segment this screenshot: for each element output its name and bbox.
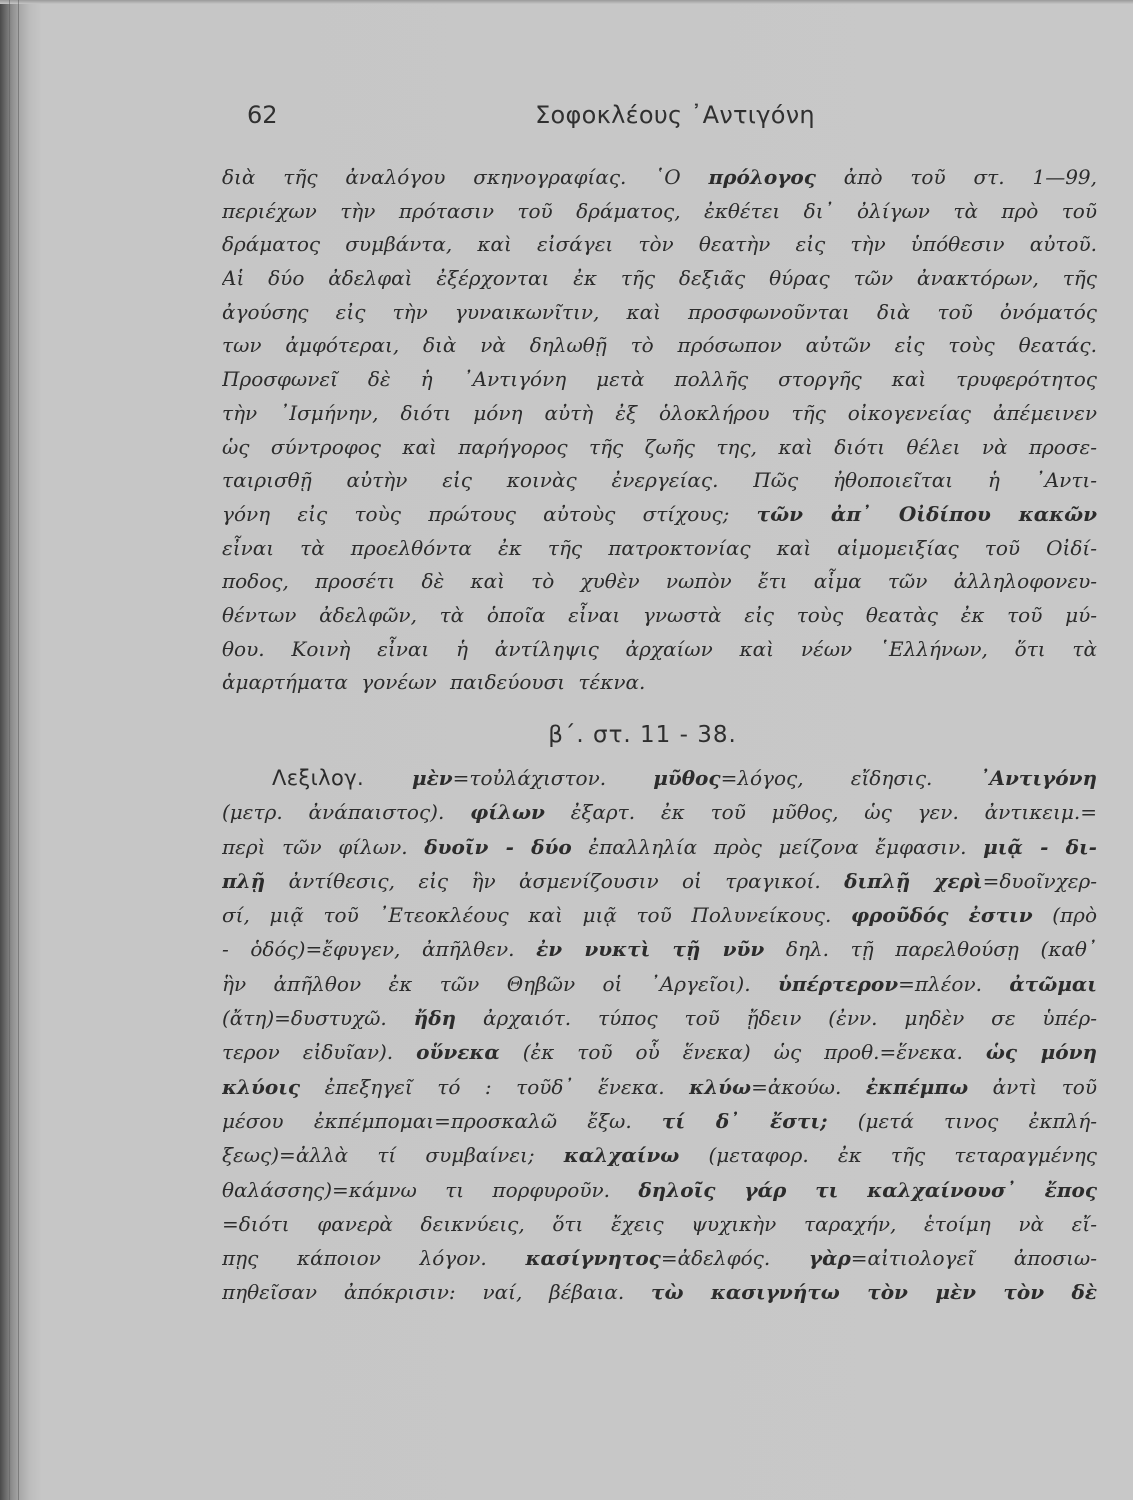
text-segment: μέσου ἐκπέμπομαι=προσκαλῶ ἔξω. [222,1108,662,1133]
running-title: Σοφοκλέους ᾿Αντιγόνη [535,101,815,129]
text-segment: (ἐκ τοῦ οὗ ἕνεκα) ὡς προθ.=ἕνεκα. [499,1040,986,1065]
glossary-line [222,932,1097,966]
glossary-term: ἐκπέμπω [865,1074,969,1099]
intro-line [222,262,1097,296]
text-segment: τερον εἰδυῖαν). [222,1040,417,1065]
glossary-line [222,1001,1097,1035]
text-segment: (πρὸ [1032,903,1097,928]
text-segment: περιέχων τὴν πρότασιν τοῦ δράματος, ἐκθέτει δι᾿ ὀλίγων τὰ πρὸ τοῦ [222,198,1097,223]
text-segment: ἐξαρτ. ἐκ τοῦ μῦθος, ὡς γεν. ἀντικειμ.= [544,800,1097,825]
text-segment: ξεως)=ἀλλὰ τί συμβαίνει; [222,1143,564,1168]
glossary-term: κλύοις [222,1074,301,1099]
text-segment: Αἱ δύο ἀδελφαὶ ἐξέρχονται ἐκ τῆς δεξιᾶς θύρας τῶν ἀνακτόρων, τῆς [222,266,1097,291]
glossary-term: τί δ᾿ ἔστι; [661,1108,828,1133]
glossary-paragraph [222,761,1097,1310]
intro-line [222,397,1097,431]
intro-line [222,228,1097,262]
text-segment: περὶ τῶν φίλων. [222,834,425,859]
text-segment: ἀρχαιότ. τύπος τοῦ ᾔδειν (ἐνν. μηδὲν σε ὑπέρ- [456,1006,1097,1031]
glossary-line [222,1104,1097,1138]
text-segment: θέντων ἀδελφῶν, τὰ ὁποῖα εἶναι γνωστὰ εἰς τοὺς θεατὰς ἐκ τοῦ μύ- [222,602,1097,627]
glossary-term: μὲν [411,766,453,790]
glossary-term: φροῦδός ἐστιν [850,903,1033,928]
text-segment: σί, μιᾷ τοῦ ᾿Ετεοκλέους καὶ μιᾷ τοῦ Πολυνείκους. [222,903,851,928]
text-segment: ἁμαρτήματα γονέων παιδεύουσι τέκνα. [222,670,646,695]
text-segment: (μετρ. ἀνάπαιστος). [222,800,471,825]
text-segment: ἐπαλληλία πρὸς μείζονα ἔμφασιν. [571,834,984,859]
glossary-term: ἀτῶμαι [1009,971,1097,996]
intro-line [222,666,1097,700]
glossary-term: καλχαίνω [563,1143,680,1168]
glossary-line [222,1275,1097,1309]
text-segment: =δυοῖνχερ- [982,868,1097,893]
glossary-term: οὕνεκα [416,1040,500,1065]
intro-line [222,498,1097,532]
glossary-line [222,1138,1097,1172]
text-segment: τὴν ᾿Ισμήνην, διότι μόνη αὐτὴ ἐξ ὁλοκλήρου τῆς οἰκογενείας ἀπέμεινεν [222,400,1097,425]
glossary-line [222,898,1097,932]
text-segment: θου. Κοινὴ εἶναι ἡ ἀντίληψις ἀρχαίων καὶ νέων ῾Ελλήνων, ὅτι τὰ [222,636,1097,661]
text-segment: δράματος συμβάντα, καὶ εἰσάγει τὸν θεατὴν εἰς τὴν ὑπόθεσιν αὐτοῦ. [222,232,1097,257]
intro-line [222,296,1097,330]
glossary-line [222,1035,1097,1069]
text-segment: πηθεῖσαν ἀπόκρισιν: ναί, βέβαια. [222,1280,652,1305]
binding-edge [18,0,19,1500]
text-segment: θαλάσσης)=κάμνω τι πορφυροῦν. [222,1177,639,1202]
intro-line [222,161,1097,195]
text-segment: =λόγος, εἴδησις. [720,766,980,790]
text-segment: ἀπὸ τοῦ στ. 1—99, [815,165,1097,189]
text-segment: των ἀμφότεραι, διὰ νὰ δηλωθῇ τὸ πρόσωπον αὐτῶν εἰς τοὺς θεατάς. [222,333,1097,358]
intro-line [222,195,1097,229]
glossary-term: δηλοῖς γάρ τι καλχαίνουσ᾿ ἔπος [638,1177,1097,1202]
glossary-term: ἐν νυκτὶ τῇ νῦν [536,937,765,962]
glossary-term: ὡς μόνη [985,1040,1097,1065]
text-segment: =ἀκούω. [751,1074,866,1099]
glossary-line [222,795,1097,829]
intro-paragraph [222,161,1097,700]
glossary-line [222,830,1097,864]
text-segment: Προσφωνεῖ δὲ ἡ ᾿Αντιγόνη μετὰ πολλῆς στοργῆς καὶ τρυφερότητος [222,367,1097,392]
glossary-term: ἤδη [413,1006,457,1031]
text-segment: διὰ τῆς ἀναλόγου σκηνογραφίας. ῾Ο [222,165,709,189]
glossary-term: ᾿Αντιγόνη [979,766,1097,790]
glossary-label: Λεξιλογ. [272,766,412,790]
glossary-line [222,1207,1097,1241]
glossary-term: κλύω [689,1074,752,1099]
section-heading: β΄. στ. 11 - 38. [548,722,737,748]
text-segment: ὡς σύντροφος καὶ παρήγορος τῆς ζωῆς της, καὶ διότι θέλει νὰ προσε- [222,434,1097,459]
bold-term: πρόλογος [708,165,816,189]
text-segment: ἀντὶ τοῦ [968,1074,1097,1099]
glossary-term: διπλῇ χερὶ [844,868,983,893]
text-segment: (μεταφορ. ἐκ τῆς τεταραγμένης [679,1143,1097,1168]
text-segment: =ἀδελφός. [660,1246,809,1271]
intro-line [222,532,1097,566]
text-segment: (ἄτη)=δυστυχῶ. [222,1006,414,1031]
text-segment: =πλέον. [898,971,1010,996]
intro-line [222,633,1097,667]
page-number: 62 [247,101,278,129]
text-segment: =διότι φανερὰ δεικνύεις, ὅτι ἔχεις ψυχικὴν ταραχήν, ἑτοίμη νὰ εἴ- [222,1211,1097,1236]
text-segment: ἀγούσης εἰς τὴν γυναικωνῖτιν, καὶ προσφωνοῦνται διὰ τοῦ ὀνόματός [222,299,1097,324]
text-segment: ταιρισθῇ αὐτὴν εἰς κοινὰς ἐνεργείας. Πῶς ἠθοποιεῖται ἡ ᾿Αντι- [222,468,1097,493]
bold-term: τῶν ἀπ᾿ Οἰδίπου κακῶν [756,501,1097,526]
intro-line [222,363,1097,397]
text-segment: πῃς κάποιον λόγον. [222,1246,526,1271]
intro-line [222,431,1097,465]
text-segment: εἶναι τὰ προελθόντα ἐκ τῆς πατροκτονίας καὶ αἱμομειξίας τοῦ Οἰδί- [222,535,1097,560]
text-segment: γόνη εἰς τοὺς πρώτους αὐτοὺς στίχους; [222,501,757,526]
glossary-line [222,761,1097,795]
text-segment: ποδος, προσέτι δὲ καὶ τὸ χυθὲν νωπὸν ἔτι αἷμα τῶν ἀλληλοφονευ- [222,569,1097,594]
text-segment: ἣν ἀπῆλθον ἐκ τῶν Θηβῶν οἱ ᾿Αργεῖοι). [222,971,778,996]
glossary-term: κασίγνητος [525,1246,661,1271]
glossary-term: φίλων [470,800,545,825]
glossary-term: μιᾷ - δι- [983,834,1097,859]
text-segment: (μετά τινος ἐκπλή- [827,1108,1097,1133]
glossary-line [222,1173,1097,1207]
glossary-term: ὑπέρτερον [778,971,899,996]
glossary-term: δυοῖν - δύο [424,834,572,859]
text-segment: ἐπεξηγεῖ τό : τοῦδ᾿ ἕνεκα. [300,1074,690,1099]
binding-edge [9,0,10,1500]
glossary-term: μῦθος [653,766,721,790]
intro-line [222,329,1097,363]
text-segment: =τοὐλάχιστον. [452,766,654,790]
glossary-term: γὰρ [808,1246,851,1271]
glossary-line [222,864,1097,898]
text-segment: δηλ. τῇ παρελθούσῃ (καθ᾿ [764,937,1097,962]
glossary-line [222,1070,1097,1104]
intro-line [222,464,1097,498]
intro-line [222,599,1097,633]
text-segment: ἀντίθεσις, εἰς ἣν ἀσμενίζουσιν οἱ τραγικοί. [265,868,845,893]
text-segment: =αἰτιολογεῖ ἀποσιω- [850,1246,1097,1271]
intro-line [222,565,1097,599]
glossary-term: πλῇ [222,868,266,893]
glossary-term: τὼ κασιγνήτω τὸν μὲν τὸν δὲ [651,1280,1097,1305]
glossary-line [222,1241,1097,1275]
glossary-line [222,967,1097,1001]
text-segment: - ὁδός)=ἔφυγεν, ἀπῆλθεν. [222,937,537,962]
